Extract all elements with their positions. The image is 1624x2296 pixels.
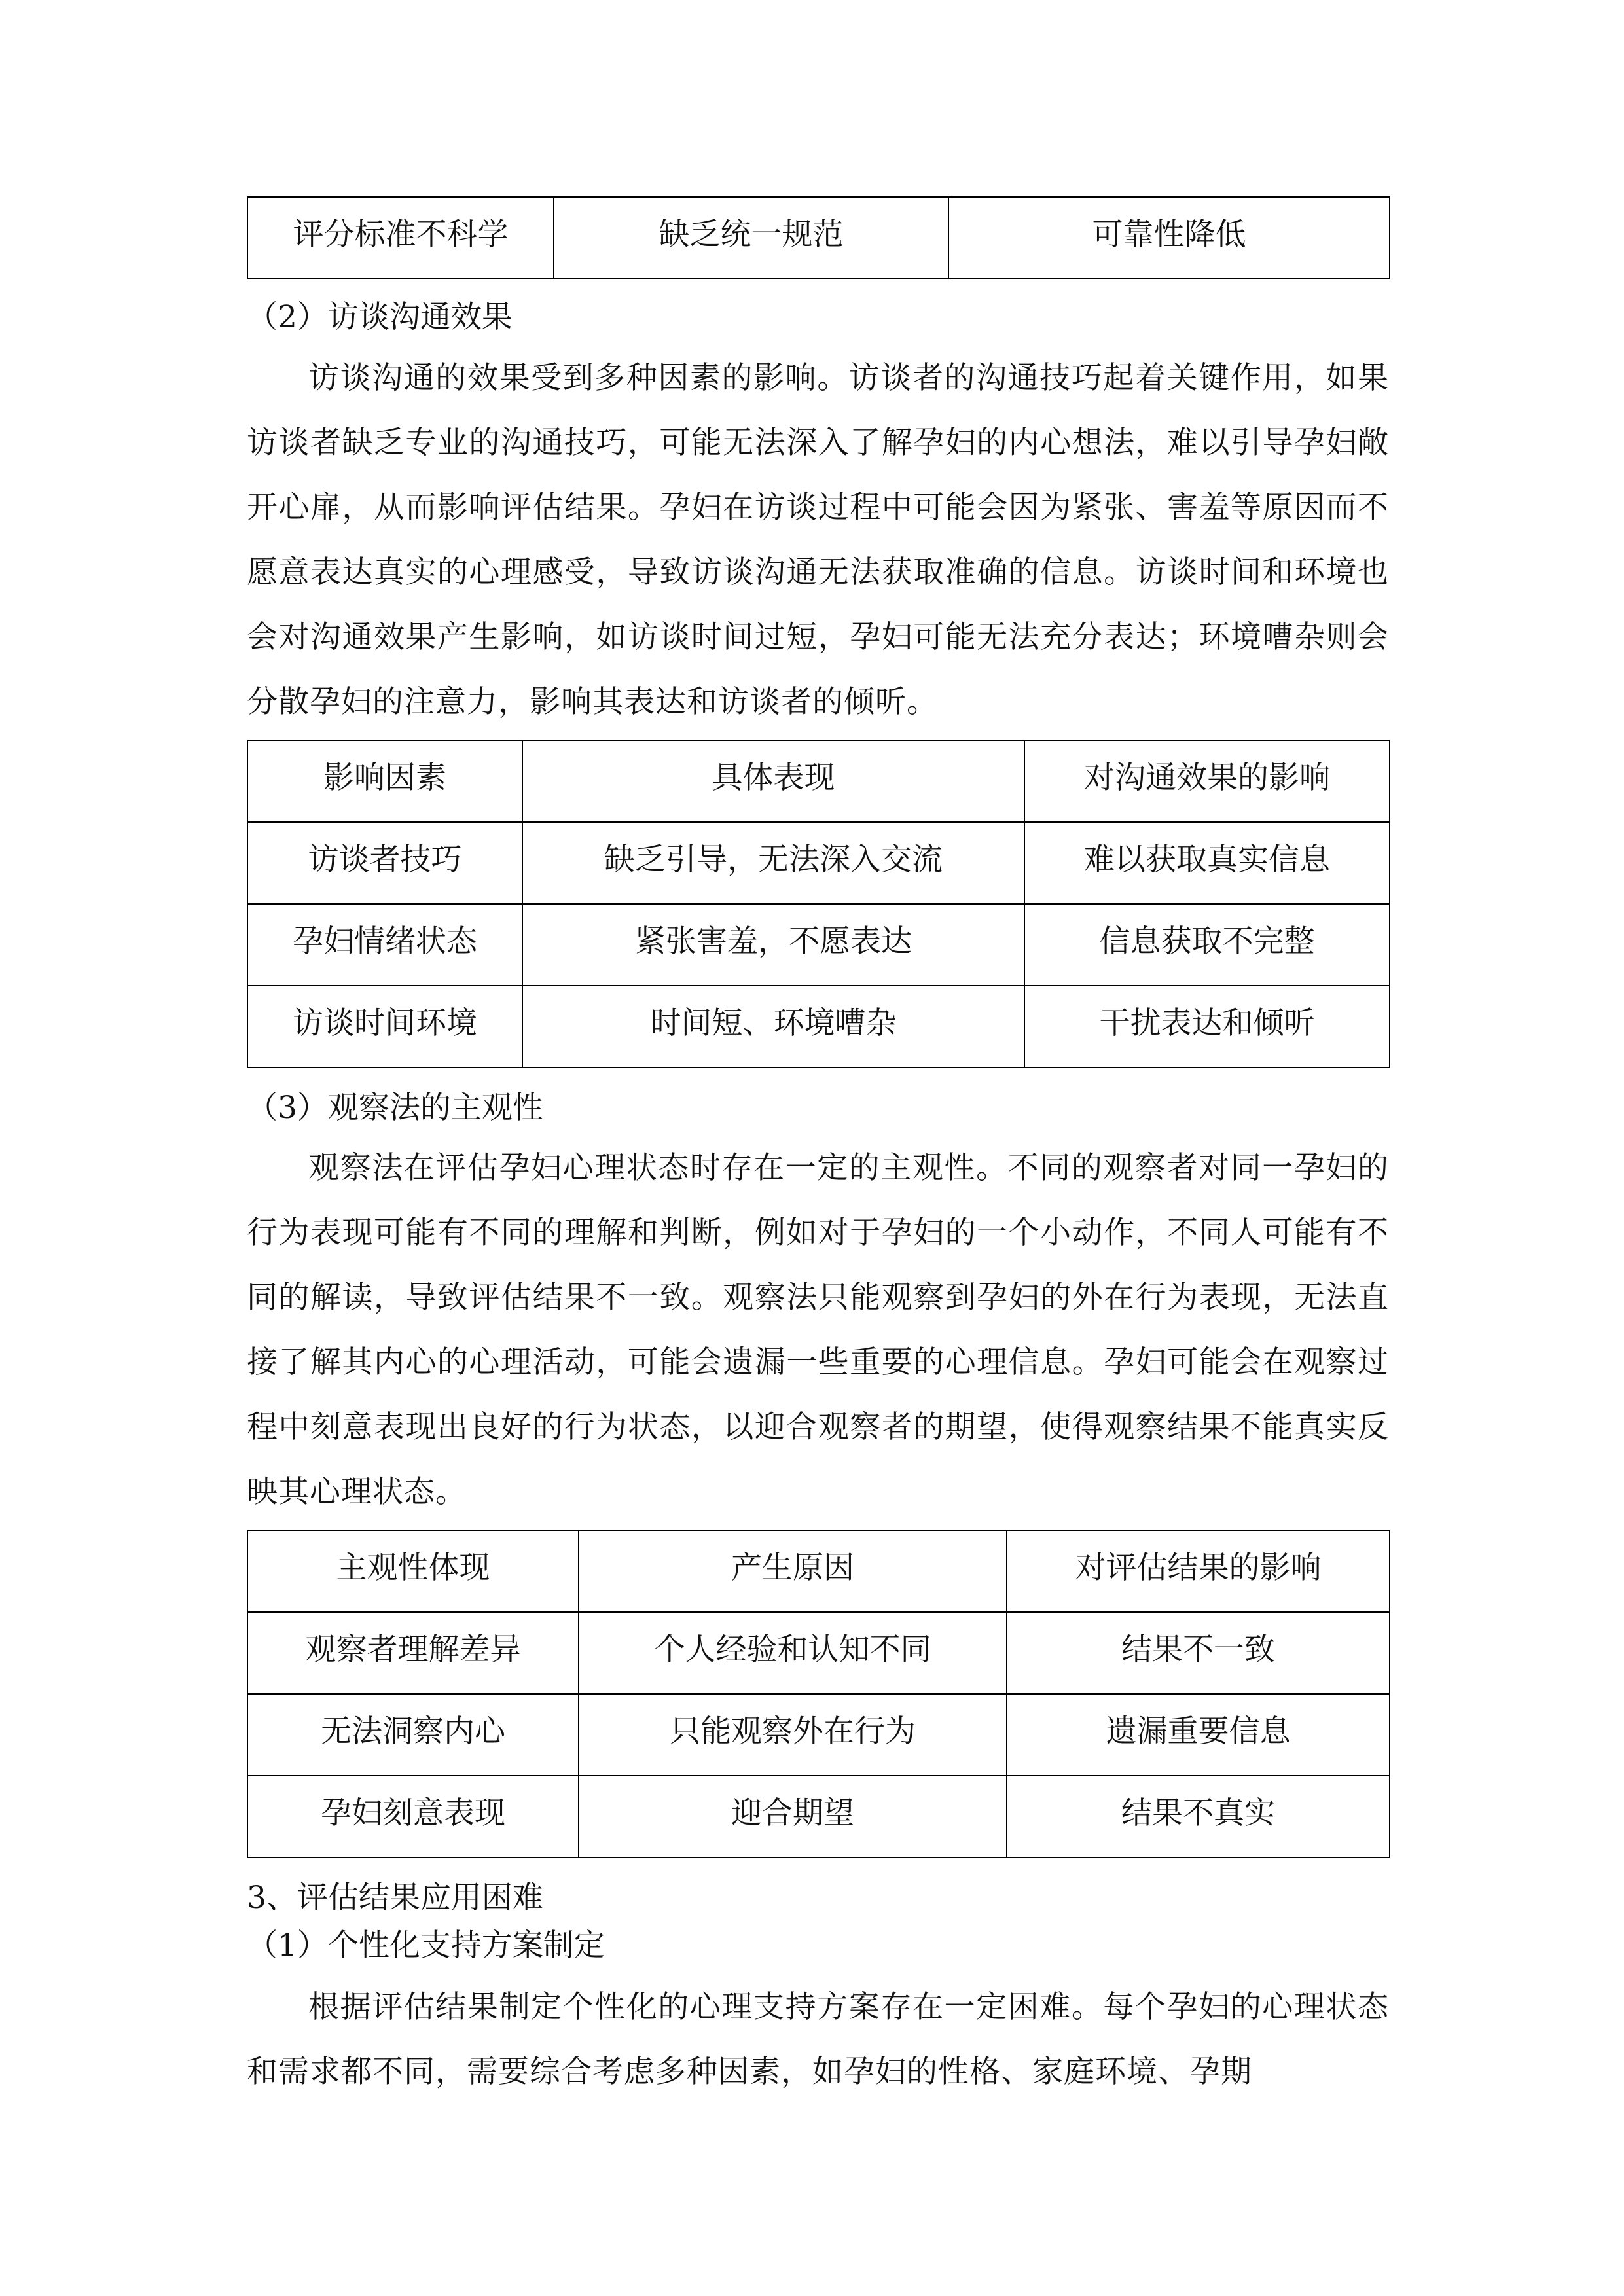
table-row <box>247 1612 1390 1694</box>
table-header-cell: 具体表现 <box>522 740 1024 822</box>
table-row <box>247 904 1390 986</box>
table-cell: 评分标准不科学 <box>247 197 554 279</box>
table-header-cell: 主观性体现 <box>247 1530 579 1612</box>
table-cell: 孕妇刻意表现 <box>247 1776 579 1857</box>
table-cell: 孕妇情绪状态 <box>247 904 522 986</box>
table-scoring-standard <box>247 196 1390 279</box>
table-cell: 缺乏引导，无法深入交流 <box>522 822 1024 904</box>
section-heading-interview: （2）访谈沟通效果 <box>247 299 513 335</box>
table-cell: 只能观察外在行为 <box>579 1694 1007 1776</box>
table-header-cell: 产生原因 <box>579 1530 1007 1612</box>
table-cell: 遗漏重要信息 <box>1007 1694 1390 1776</box>
table-header-row <box>247 740 1390 822</box>
table-header-cell: 对沟通效果的影响 <box>1024 740 1390 822</box>
table-row <box>247 822 1390 904</box>
table-cell: 无法洞察内心 <box>247 1694 579 1776</box>
table-cell: 难以获取真实信息 <box>1024 822 1390 904</box>
table-cell: 可靠性降低 <box>948 197 1390 279</box>
part-heading-application: 3、评估结果应用困难 <box>247 1880 543 1916</box>
table-cell: 结果不一致 <box>1007 1612 1390 1694</box>
paragraph-interview: 访谈沟通的效果受到多种因素的影响。访谈者的沟通技巧起着关键作用，如果访谈者缺乏专业的沟通技巧，可能无法深入了解孕妇的内心想法，难以引导孕妇敞开心扉，从而影响评估结果。孕妇在访谈过程中可能会因为紧张、害羞等原因而不愿意表达真实的心理感受，导致访谈沟通无法获取准确的信息。访谈时间和环境也会对沟通效果产生影响，如访谈时间过短，孕妇可能无法充分表达；环境嘈杂则会分散孕妇的注意力，影响其表达和访谈者的倾听。 <box>247 360 1389 720</box>
table-cell: 结果不真实 <box>1007 1776 1390 1857</box>
table-cell: 信息获取不完整 <box>1024 904 1390 986</box>
table-interview-factors <box>247 740 1390 1068</box>
table-row <box>247 986 1390 1067</box>
table-row <box>247 1776 1390 1857</box>
table-cell: 访谈者技巧 <box>247 822 522 904</box>
paragraph-observation: 观察法在评估孕妇心理状态时存在一定的主观性。不同的观察者对同一孕妇的行为表现可能有不同的理解和判断，例如对于孕妇的一个小动作，不同人可能有不同的解读，导致评估结果不一致。观察法只能观察到孕妇的外在行为表现，无法直接了解其内心的心理活动，可能会遗漏一些重要的心理信息。孕妇可能会在观察过程中刻意表现出良好的行为状态，以迎合观察者的期望，使得观察结果不能真实反映其心理状态。 <box>247 1150 1389 1510</box>
table-cell: 干扰表达和倾听 <box>1024 986 1390 1067</box>
table-header-cell: 影响因素 <box>247 740 522 822</box>
section-heading-observation: （3）观察法的主观性 <box>247 1090 543 1126</box>
sub-heading-personalized-plan: （1）个性化支持方案制定 <box>247 1928 605 1964</box>
table-cell: 观察者理解差异 <box>247 1612 579 1694</box>
table-cell: 时间短、环境嘈杂 <box>522 986 1024 1067</box>
table-cell: 迎合期望 <box>579 1776 1007 1857</box>
paragraph-personalized-plan: 根据评估结果制定个性化的心理支持方案存在一定困难。每个孕妇的心理状态和需求都不同，需要综合考虑多种因素，如孕妇的性格、家庭环境、孕期 <box>247 1989 1389 2090</box>
table-cell: 访谈时间环境 <box>247 986 522 1067</box>
table-cell: 紧张害羞，不愿表达 <box>522 904 1024 986</box>
table-observation-subjectivity <box>247 1530 1390 1858</box>
table-header-cell: 对评估结果的影响 <box>1007 1530 1390 1612</box>
table-row <box>247 197 1390 279</box>
table-row <box>247 1694 1390 1776</box>
table-cell: 个人经验和认知不同 <box>579 1612 1007 1694</box>
table-cell: 缺乏统一规范 <box>554 197 948 279</box>
table-header-row <box>247 1530 1390 1612</box>
